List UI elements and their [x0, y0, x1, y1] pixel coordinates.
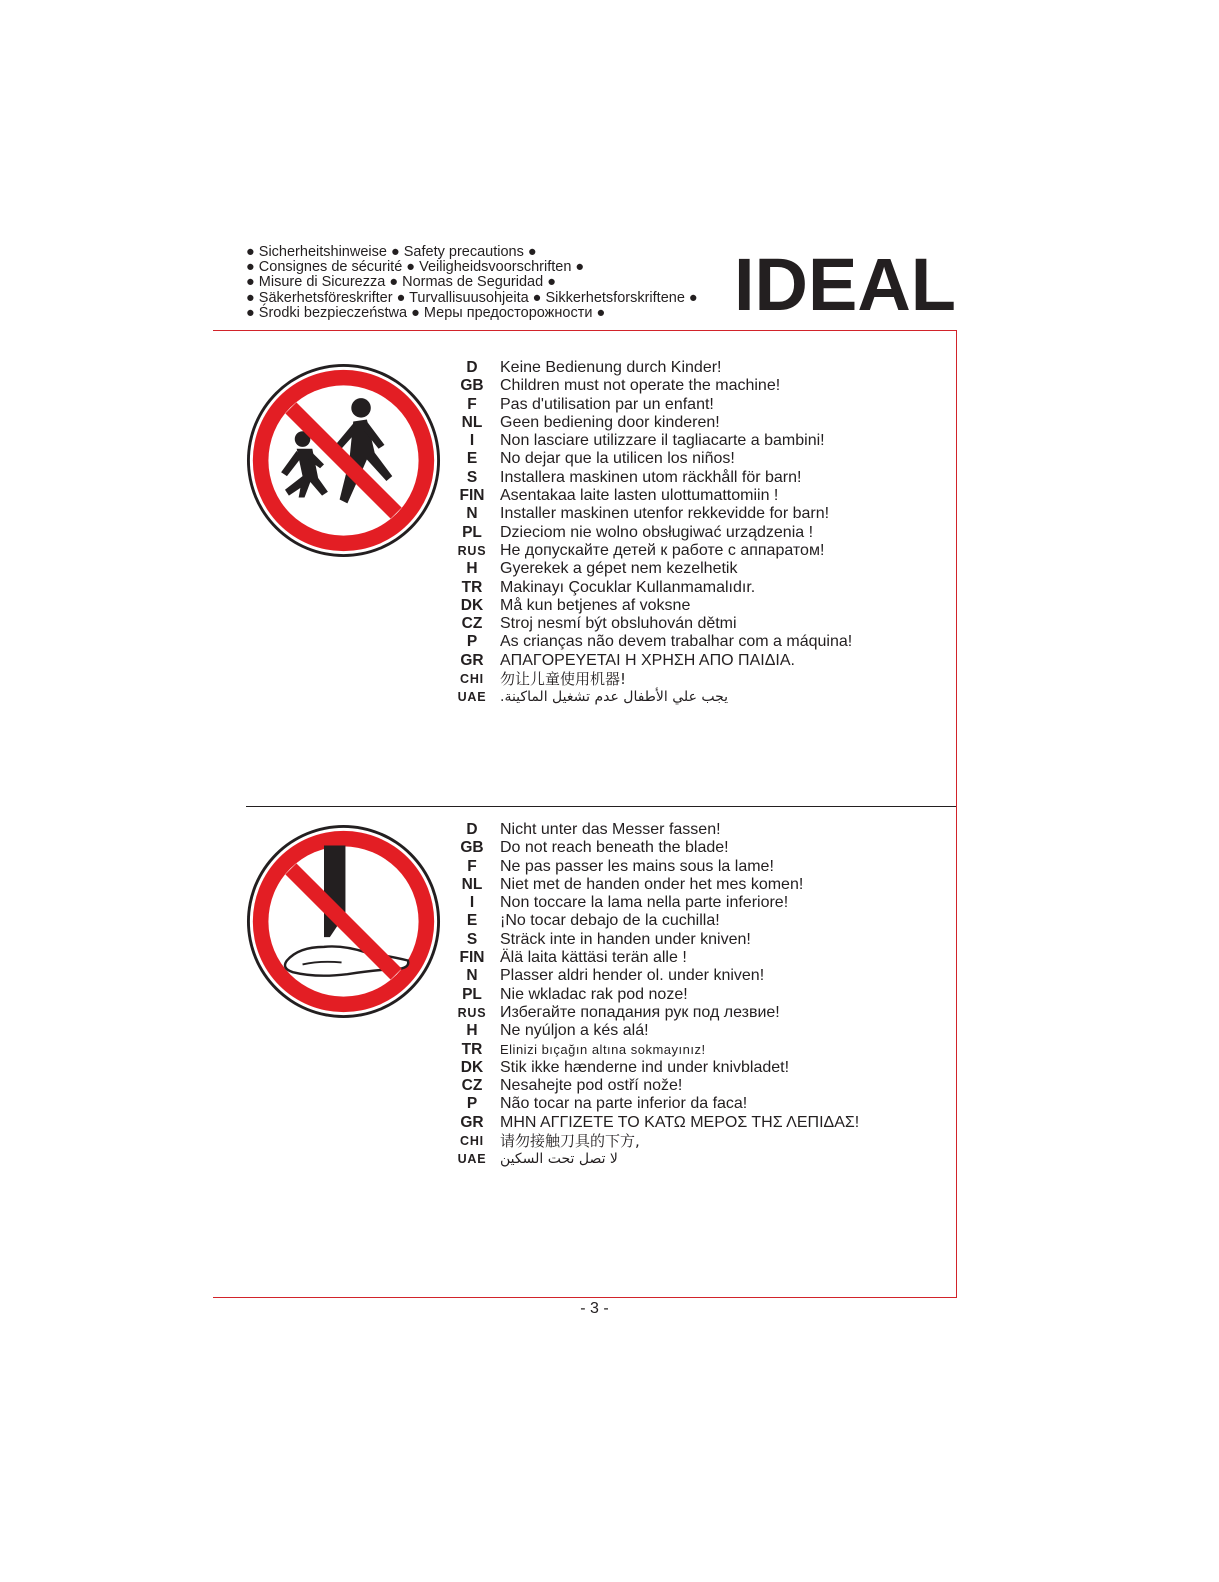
list-item: [452, 670, 922, 688]
list-item: [452, 1004, 922, 1022]
language-code: H: [466, 560, 478, 578]
instruction-text: Non lasciare utilizzare il tagliacarte a bambini!: [500, 432, 825, 450]
instruction-text: 请勿接触刀具的下方,: [500, 1132, 640, 1151]
list-item: [452, 524, 922, 542]
language-code: CZ: [461, 1077, 483, 1095]
header-line: ● Środki bezpieczeństwa ● Меры предосторожности ●: [246, 304, 606, 321]
instructions-no-hand-under-blade: [452, 821, 922, 1169]
header-line: ● Säkerhetsföreskrifter ● Turvallisuusohjeita ● Sikkerhetsforskriftene ●: [246, 289, 698, 306]
list-item: [452, 1114, 922, 1132]
list-item: [452, 1095, 922, 1113]
instruction-text: Stik ikke hænderne ind under knivbladet!: [500, 1058, 790, 1076]
list-item: [452, 821, 922, 839]
instruction-text: Non toccare la lama nella parte inferiore!: [500, 894, 789, 912]
list-item: [452, 615, 922, 633]
list-item: [452, 1059, 922, 1077]
header-title-lines: [246, 245, 746, 321]
instruction-text: Sträck inte in handen under kniven!: [500, 930, 751, 948]
instruction-text: ¡No tocar debajo de la cuchilla!: [500, 912, 720, 930]
language-code: CHI: [460, 1134, 484, 1149]
instruction-text: 勿让儿童使用机器!: [500, 670, 627, 689]
instruction-text: لا تصل تحت السكين: [500, 1151, 618, 1168]
instruction-text: Избегайте попадания рук под лезвие!: [500, 1003, 780, 1021]
language-code: TR: [461, 1040, 483, 1058]
list-item: [452, 359, 922, 377]
language-code: UAE: [457, 690, 487, 705]
instruction-text: Geen bediening door kinderen!: [500, 413, 720, 431]
instruction-text: Ne pas passer les mains sous la lame!: [500, 857, 774, 875]
list-item: [452, 505, 922, 523]
list-item: [452, 839, 922, 857]
language-code: F: [467, 857, 477, 875]
list-item: [452, 487, 922, 505]
language-code: N: [466, 967, 478, 985]
instruction-text: Не допускайте детей к работе с аппаратом!: [500, 541, 825, 559]
language-code: D: [466, 821, 478, 838]
language-code: RUS: [457, 543, 487, 558]
list-item: [452, 876, 922, 894]
list-item: [452, 652, 922, 670]
language-code: D: [466, 359, 478, 376]
language-code: PL: [462, 523, 482, 541]
instruction-text: Elinizi bıçağın altına sokmayınız!: [500, 1041, 706, 1057]
list-item: [452, 579, 922, 597]
right-rule: [956, 330, 957, 1298]
language-code: E: [466, 450, 478, 468]
bottom-rule: [213, 1297, 957, 1298]
instruction-text: Makinayı Çocuklar Kullanmamalıdır.: [500, 578, 756, 596]
list-item: [452, 396, 922, 414]
instruction-text: Ne nyúljon a kés alá!: [500, 1022, 649, 1040]
section-divider: [246, 806, 956, 807]
instructions-no-children: [452, 359, 922, 707]
header-line: ● Misure di Sicurezza ● Normas de Seguridad ●: [246, 274, 556, 291]
list-item: [452, 894, 922, 912]
language-code: FIN: [459, 949, 485, 967]
no-hand-under-blade-icon: [246, 824, 441, 1019]
no-children-icon: [246, 363, 441, 558]
language-code: H: [466, 1022, 478, 1040]
list-item: [452, 560, 922, 578]
language-code: GB: [460, 839, 484, 857]
language-code: GB: [460, 377, 484, 395]
list-item: [452, 931, 922, 949]
language-code: UAE: [457, 1152, 487, 1167]
page-number: - 3 -: [580, 1300, 609, 1317]
instruction-text: Installer maskinen utenfor rekkevidde for barn!: [500, 505, 830, 523]
instruction-text: يجب علي الأطفال عدم تشغيل الماكينة.: [500, 689, 729, 706]
language-code: GR: [460, 651, 484, 669]
list-item: [452, 858, 922, 876]
list-item: [452, 912, 922, 930]
instruction-text: Installera maskinen utom räckhåll för barn!: [500, 468, 802, 486]
instruction-text: ΜΗΝ ΑΓΓΙΖΕΤΕ ΤΟ ΚΑΤΩ ΜΕΡΟΣ ΤΗΣ ΛΕΠΙΔΑΣ!: [500, 1113, 860, 1131]
list-item: [452, 1150, 922, 1168]
instruction-text: Asentakaa laite lasten ulottumattomiin !: [500, 487, 779, 505]
language-code: TR: [461, 578, 483, 596]
list-item: [452, 450, 922, 468]
language-code: RUS: [457, 1005, 487, 1020]
list-item: [452, 967, 922, 985]
instruction-text: Nicht unter das Messer fassen!: [500, 821, 721, 838]
language-code: PL: [462, 985, 482, 1003]
instruction-text: Nie wkladac rak pod noze!: [500, 985, 688, 1003]
language-code: S: [466, 468, 478, 486]
instruction-text: Do not reach beneath the blade!: [500, 839, 729, 857]
instruction-text: Plasser aldri hender ol. under kniven!: [500, 967, 765, 985]
language-code: GR: [460, 1113, 484, 1131]
logo-text: IDEAL: [734, 254, 956, 314]
instruction-text: Niet met de handen onder het mes komen!: [500, 875, 804, 893]
instruction-text: Dzieciom nie wolno obsługiwać urządzenia !: [500, 523, 814, 541]
header-line: ● Consignes de sécurité ● Veiligheidsvoorschriften ●: [246, 259, 585, 276]
language-code: P: [466, 1095, 478, 1113]
language-code: CHI: [460, 672, 484, 687]
instruction-text: Pas d'utilisation par un enfant!: [500, 395, 714, 413]
list-item: [452, 414, 922, 432]
list-item: [452, 688, 922, 706]
language-code: NL: [461, 875, 483, 893]
language-code: CZ: [461, 615, 483, 633]
list-item: [452, 1077, 922, 1095]
instruction-text: Nesahejte pod ostří nože!: [500, 1077, 683, 1095]
list-item: [452, 432, 922, 450]
language-code: FIN: [459, 487, 485, 505]
list-item: [452, 377, 922, 395]
list-item: [452, 469, 922, 487]
instruction-text: Não tocar na parte inferior da faca!: [500, 1095, 748, 1113]
instruction-text: No dejar que la utilicen los niños!: [500, 450, 735, 468]
list-item: [452, 1132, 922, 1150]
ideal-logo: [733, 254, 957, 314]
list-item: [452, 1041, 922, 1059]
list-item: [452, 542, 922, 560]
language-code: I: [469, 894, 475, 912]
language-code: N: [466, 505, 478, 523]
instruction-text: Älä laita kättäsi terän alle !: [500, 949, 687, 967]
instruction-text: Må kun betjenes af voksne: [500, 596, 691, 614]
language-code: S: [466, 930, 478, 948]
language-code: P: [466, 633, 478, 651]
list-item: [452, 597, 922, 615]
instruction-text: Stroj nesmí být obsluhován dětmi: [500, 615, 737, 633]
instruction-text: ΑΠΑΓΟΡΕΥΕΤΑΙ Η ΧΡΗΣΗ ΑΠΟ ΠΑΙΔΙΑ.: [500, 651, 795, 669]
instruction-text: Children must not operate the machine!: [500, 377, 781, 395]
language-code: I: [469, 432, 475, 450]
list-item: [452, 1022, 922, 1040]
header-line: ● Sicherheitshinweise ● Safety precautions ●: [246, 244, 537, 260]
language-code: DK: [460, 596, 484, 614]
language-code: NL: [461, 413, 483, 431]
language-code: DK: [460, 1058, 484, 1076]
top-rule: [213, 330, 957, 331]
language-code: F: [467, 395, 477, 413]
instruction-text: As crianças não devem trabalhar com a máquina!: [500, 633, 853, 651]
language-code: E: [466, 912, 478, 930]
list-item: [452, 633, 922, 651]
list-item: [452, 949, 922, 967]
instruction-text: Gyerekek a gépet nem kezelhetik: [500, 560, 738, 578]
instruction-text: Keine Bedienung durch Kinder!: [500, 359, 722, 376]
list-item: [452, 986, 922, 1004]
